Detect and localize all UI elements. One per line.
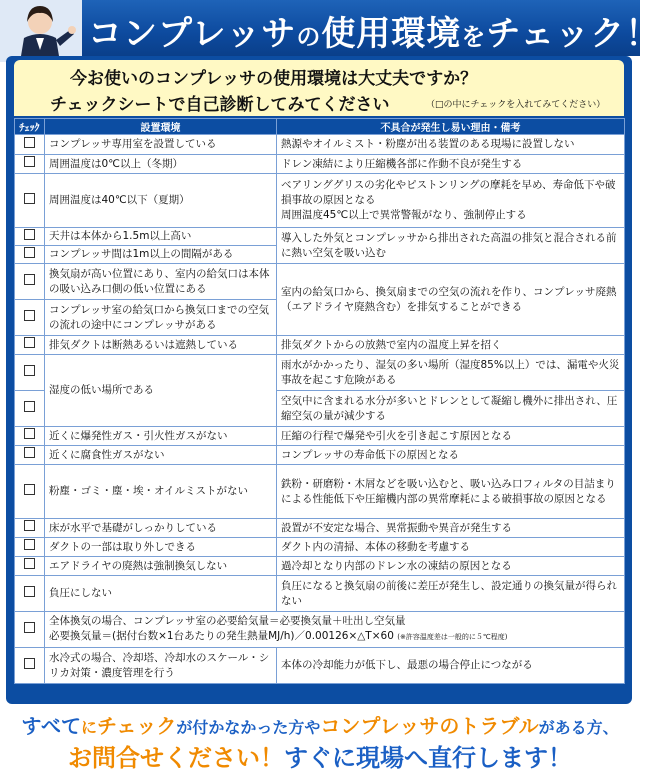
checklist-table: [14, 118, 625, 684]
checkbox[interactable]: [24, 447, 35, 458]
reason-cell: 室内の給気口から、換気扇までの空気の流れを作り、コンプレッサ廃熱（エアドライヤ廃熱含む）を排気することができる: [277, 264, 625, 336]
table-row: [15, 519, 625, 538]
reason-cell: 圧縮の行程で爆発や引火を引き起こす原因となる: [277, 427, 625, 446]
checkbox[interactable]: [24, 337, 35, 348]
footer-line-1: すべてにチェックが付かなかった方やコンプレッサのトラブルがある方、: [21, 714, 619, 738]
checkbox[interactable]: [24, 156, 35, 167]
reason-cell: 負圧になると換気扇の前後に差圧が発生し、設定通りの換気量が得られない: [277, 576, 625, 612]
table-row: [15, 557, 625, 576]
intro-subtitle: チェックシートで自己診断してみてください: [50, 95, 390, 115]
env-cell: コンプレッサ専用室を設置している: [45, 135, 277, 155]
checkbox[interactable]: [24, 520, 35, 531]
footer-line-2: お問合せください！すぐに現場へ直行します！: [68, 744, 572, 772]
reason-cell: ダクト内の清掃、本体の移動を考慮する: [277, 538, 625, 557]
reason-cell: ベアリンググリスの劣化やピストンリングの摩耗を早め、寿命低下や破損事故の原因となる 周囲温度45℃以上で異常警報がなり、強制停止する: [277, 174, 625, 228]
reason-column-header: 不具合が発生し易い理由・備考: [277, 119, 625, 135]
table-row: [15, 648, 625, 684]
env-cell: 換気扇が高い位置にあり、室内の給気口は本体の吸い込み口側の低い位置にある: [45, 264, 277, 300]
table-header-row: [15, 119, 625, 135]
env-cell: 水冷式の場合、冷却塔、冷却水のスケール・シリカ対策・濃度管理を行う: [45, 648, 277, 684]
env-column-header: 設置環境: [45, 119, 277, 135]
reason-cell: 熱源やオイルミスト・粉塵が出る装置のある現場に設置しない: [277, 135, 625, 155]
env-cell: エアドライヤの廃熱は強制換気しない: [45, 557, 277, 576]
env-cell: コンプレッサ間は1m以上の間隔がある: [45, 246, 277, 264]
reason-cell: 雨水がかかったり、湿気の多い場所（湿度85%以上）では、漏電や火災事故を起こす危険がある: [277, 355, 625, 391]
reason-cell: 鉄粉・研磨粉・木屑などを吸い込むと、吸い込み口フィルタの目詰まりによる性能低下や圧縮機内部の異常摩耗による破損事故の原因となる: [277, 465, 625, 519]
table-row: [15, 174, 625, 228]
table-row: [15, 355, 625, 391]
checkbox[interactable]: [24, 310, 35, 321]
env-cell: 近くに腐食性ガスがない: [45, 446, 277, 465]
env-cell: 周囲温度は0℃以上（冬期）: [45, 155, 277, 174]
table-row: [15, 612, 625, 648]
checkbox[interactable]: [24, 586, 35, 597]
env-cell: 床が水平で基礎がしっかりしている: [45, 519, 277, 538]
table-row: [15, 228, 625, 246]
reason-cell: 導入した外気とコンプレッサから排出された高温の排気と混合される前に熱い空気を吸い込む: [277, 228, 625, 264]
checkbox[interactable]: [24, 401, 35, 412]
checkbox[interactable]: [24, 558, 35, 569]
table-row: [15, 465, 625, 519]
table-row: [15, 264, 625, 300]
table-row: [15, 538, 625, 557]
env-cell: 天井は本体から1.5m以上高い: [45, 228, 277, 246]
reason-cell: 排気ダクトからの放熱で室内の温度上昇を招く: [277, 336, 625, 355]
formula-line-2: 必要換気量＝(据付台数×1台あたりの発生熱量MJ/h)／0.00126×△T×60: [49, 630, 394, 642]
checkbox[interactable]: [24, 229, 35, 240]
table-row: [15, 135, 625, 155]
env-cell: 負圧にしない: [45, 576, 277, 612]
table-row: [15, 446, 625, 465]
checkbox[interactable]: [24, 365, 35, 376]
reason-cell: コンプレッサの寿命低下の原因となる: [277, 446, 625, 465]
reason-cell: 空気中に含まれる水分が多いとドレンとして凝縮し機外に排出され、圧縮空気の量が減少する: [277, 391, 625, 427]
checkbox[interactable]: [24, 428, 35, 439]
env-cell: 近くに爆発性ガス・引火性ガスがない: [45, 427, 277, 446]
formula-cell: [45, 612, 625, 648]
checkbox[interactable]: [24, 274, 35, 285]
checkbox[interactable]: [24, 658, 35, 669]
reason-cell: 本体の冷却能力が低下し、最悪の場合停止につながる: [277, 648, 625, 684]
checkbox[interactable]: [24, 484, 35, 495]
env-cell: 粉塵・ゴミ・塵・埃・オイルミストがない: [45, 465, 277, 519]
checkbox[interactable]: [24, 137, 35, 148]
intro-note: （□の中にチェックを入れてみてください）: [426, 100, 606, 110]
env-cell: 湿度の低い場所である: [45, 355, 277, 427]
reason-cell: 過冷却となり内部のドレン水の凍結の原因となる: [277, 557, 625, 576]
reason-cell: 設置が不安定な場合、異常振動や異音が発生する: [277, 519, 625, 538]
check-column-header: ﾁｪｯｸ: [15, 119, 45, 135]
table-row: [15, 576, 625, 612]
checkbox[interactable]: [24, 193, 35, 204]
env-cell: 周囲温度は40℃以下（夏期）: [45, 174, 277, 228]
table-row: [15, 427, 625, 446]
env-cell: 排気ダクトは断熱あるいは遮熱している: [45, 336, 277, 355]
table-row: [15, 336, 625, 355]
formula-line-1: 全体換気の場合、コンプレッサ室の必要給気量＝必要換気量＋吐出し空気量: [49, 615, 406, 627]
checkbox[interactable]: [24, 622, 35, 633]
env-cell: ダクトの一部は取り外しできる: [45, 538, 277, 557]
businesswoman-illustration: [0, 0, 82, 62]
reason-cell: ドレン凍結により圧縮機各部に作動不良が発生する: [277, 155, 625, 174]
table-row: [15, 155, 625, 174]
intro-question: 今お使いのコンプレッサの使用環境は大丈夫ですか？: [70, 69, 478, 89]
checkbox[interactable]: [24, 539, 35, 550]
env-cell: コンプレッサ室の給気口から換気口までの空気の流れの途中にコンプレッサがある: [45, 300, 277, 336]
checkbox[interactable]: [24, 247, 35, 258]
formula-note: (※許容温度差は一般的に５℃程度): [397, 633, 508, 641]
page-title: コンプレッサの使用環境をチェック！: [88, 14, 660, 54]
